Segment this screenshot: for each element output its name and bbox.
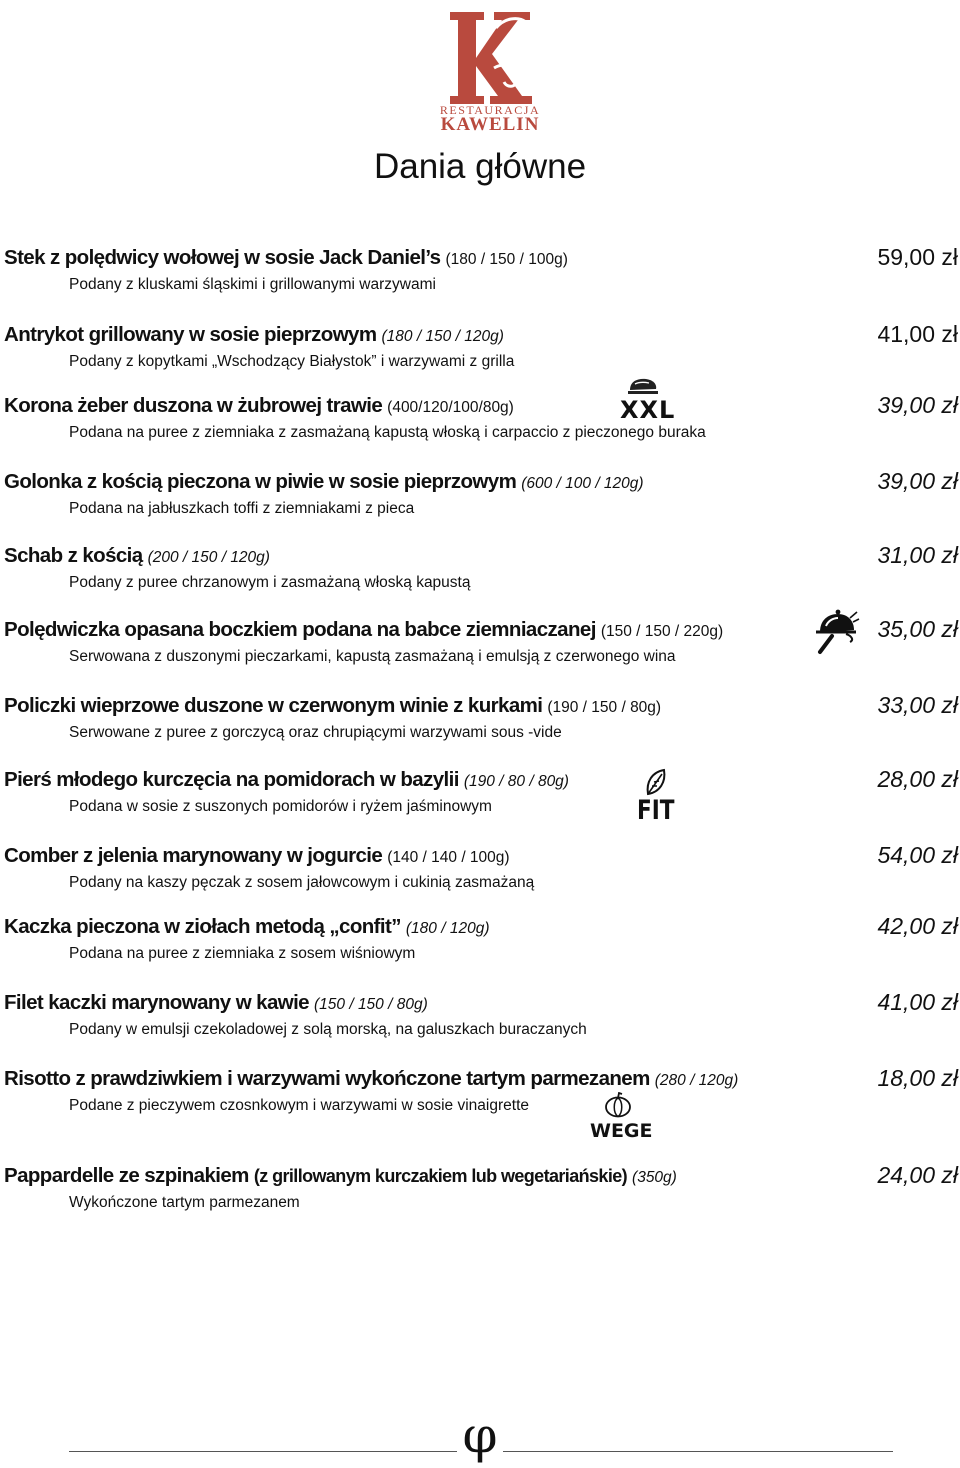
dish-weight: (190 / 80 / 80g) [463,773,569,790]
dish-description: Wykończone tartym parmezanem [69,1194,300,1211]
dish-row [0,469,960,529]
dish-weight: (140 / 140 / 100g) [387,849,510,866]
letter-k-monogram-icon [432,8,548,108]
dish-price: 59,00 zł [877,244,958,270]
dish-price: 54,00 zł [877,842,958,868]
dish-row [0,843,960,903]
dish-title: Antrykot grillowany w sosie pieprzowym (180 / 150 / 120g) [4,323,504,346]
dish-description: Serwowane z puree z gorczycą oraz chrupiącymi warzywami sous -vide [69,724,562,741]
fit-label: FIT [637,795,675,826]
dish-title: Pierś młodego kurczęcia na pomidorach w bazylii (190 / 80 / 80g) [4,768,569,791]
dish-price: 39,00 zł [877,468,958,494]
dish-price: 28,00 zł [877,766,958,792]
dish-price: 18,00 zł [877,1065,958,1091]
dish-weight: (150 / 150 / 80g) [314,996,428,1013]
dish-row [0,1066,960,1126]
dish-row [0,767,960,827]
dish-description: Podany z puree chrzanowym i zasmażaną włoską kapustą [69,574,471,591]
dish-row [0,322,960,382]
dish-price: 39,00 zł [877,392,958,418]
dish-weight: (190 / 150 / 80g) [547,699,662,716]
wege-badge [588,1092,653,1144]
dish-title: Kaczka pieczona w ziołach metodą „confit” (180 / 120g) [4,915,490,938]
dish-price: 24,00 zł [877,1162,958,1188]
dish-title: Golonka z kością pieczona w piwie w sosie pieprzowym (600 / 100 / 120g) [4,470,644,493]
dish-weight: (280 / 120g) [654,1072,739,1089]
footer-phi-symbol: φ [462,1406,498,1464]
dish-description: Podane z pieczywem czosnkowym i warzywami w sosie vinaigrette [69,1097,529,1114]
dish-description: Podany na kaszy pęczak z sosem jałowcowym i cukinią zasmażaną [69,874,535,891]
dish-title: Pappardelle ze szpinakiem (z grillowanym kurczakiem lub wegetariańskie) (350g) [4,1164,677,1187]
dish-title: Polędwiczka opasana boczkiem podana na babce ziemniaczanej (150 / 150 / 220g) [4,618,724,641]
footer-divider-left [69,1451,457,1452]
dish-price: 31,00 zł [877,542,958,568]
dish-title: Comber z jelenia marynowany w jogurcie (140 / 140 / 100g) [4,844,510,867]
dish-weight: (200 / 150 / 120g) [147,549,270,566]
dish-description: Podany z kluskami śląskimi i grillowanymi warzywami [69,276,436,293]
logo-text-kawelin: KAWELIN [440,114,540,135]
dish-title: Schab z kością (200 / 150 / 120g) [4,544,270,567]
pumpkin-icon [603,1092,633,1118]
dish-description: Podany z kopytkami „Wschodzący Białystok” i warzywami z grilla [69,353,515,370]
dish-price: 35,00 zł [877,616,958,642]
dish-title: Stek z polędwicy wołowej w sosie Jack Daniel’s (180 / 150 / 100g) [4,246,568,269]
dish-description: Podana na puree z ziemniaka z zasmażaną kapustą włoską i carpaccio z pieczonego buraka [69,424,706,441]
footer-divider-right [503,1451,893,1452]
dish-description: Podana na puree z ziemniaka z sosem wiśniowym [69,945,416,962]
dish-weight: (350g) [632,1169,677,1186]
dish-row [0,245,960,305]
dish-description: Podany w emulsji czekoladowej z solą morską, na galuszkach buraczanych [69,1021,587,1038]
restaurant-logo [432,8,548,135]
dish-row [0,393,960,453]
dish-title: Policzki wieprzowe duszone w czerwonym winie z kurkami (190 / 150 / 80g) [4,694,662,717]
dish-price: 41,00 zł [877,989,958,1015]
dish-price: 33,00 zł [877,692,958,718]
xxl-badge [618,376,674,424]
dish-weight: (180 / 150 / 120g) [381,328,504,345]
dish-price: 41,00 zł [877,321,958,347]
dish-description: Podana w sosie z suszonych pomidorów i ryżem jaśminowym [69,798,492,815]
dish-row [0,543,960,603]
chef-cloche-icon [810,606,860,656]
chef-badge [810,606,860,656]
page-title: Dania główne [373,147,587,186]
dish-description: Podana na jabłuszkach toffi z ziemniakami z pieca [69,500,415,517]
dish-weight: (150 / 150 / 220g) [600,623,724,640]
dish-row [0,990,960,1050]
leaf-icon [644,768,668,796]
dish-weight: (400/120/100/80g) [387,399,514,416]
dish-description: Serwowana z duszonymi pieczarkami, kapustą zasmażaną i emulsją z czerwonego wina [69,648,676,665]
dish-weight: (600 / 100 / 120g) [521,475,644,492]
dish-title: Korona żeber duszona w żubrowej trawie (400/120/100/80g) [4,394,514,417]
dish-row [0,693,960,753]
wege-label: WEGE [590,1120,653,1142]
dish-row [0,1163,960,1223]
dish-title-sub: (z grillowanym kurczakiem lub wegetariańskie) [253,1166,628,1186]
xxl-label: XXL [620,396,676,424]
logo-text-restauracja: RESTAURACJA [439,103,541,117]
dish-title: Filet kaczki marynowany w kawie (150 / 150 / 80g) [4,991,428,1014]
dish-weight: (180 / 120g) [405,920,490,937]
dish-weight: (180 / 150 / 100g) [445,251,568,268]
fit-badge [634,768,678,828]
dish-row [0,914,960,974]
dish-title: Risotto z prawdziwkiem i warzywami wykończone tartym parmezanem (280 / 120g) [4,1067,739,1090]
hat-icon [626,376,660,396]
dish-price: 42,00 zł [877,913,958,939]
